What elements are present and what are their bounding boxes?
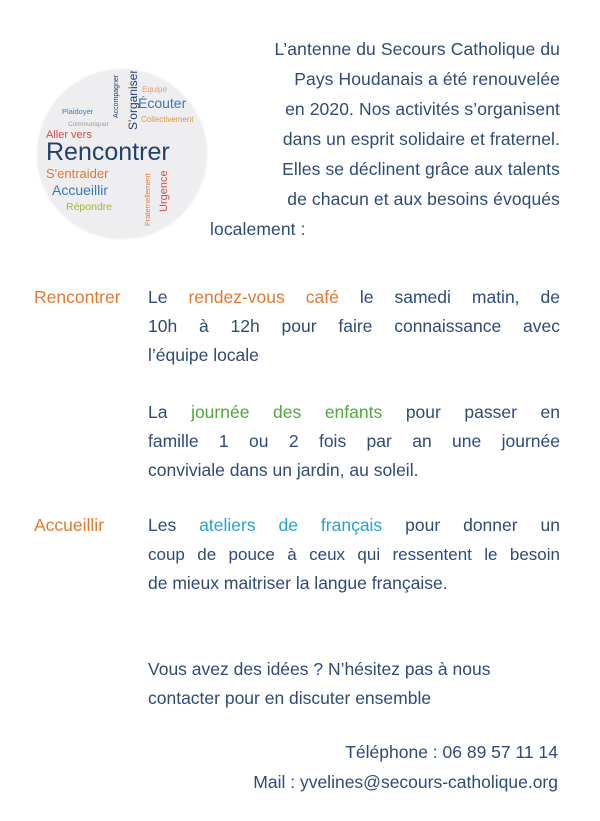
intro-line: localement : — [210, 219, 306, 239]
para-line — [148, 283, 560, 312]
word-cloud-logo — [38, 70, 206, 238]
rencontrer-cafe-paragraph — [148, 283, 560, 370]
para-line — [148, 511, 560, 540]
word-urgence: Urgence — [158, 170, 170, 212]
word-communiquer: Communiquer — [68, 121, 109, 128]
text-run: Le — [148, 287, 189, 307]
word-repondre: Répondre — [66, 201, 113, 213]
intro-paragraph — [208, 34, 560, 244]
highlight-journee-enfants: journée des enfants — [191, 402, 383, 422]
para-line: Vous avez des idées ? N’hésitez pas à nous — [148, 659, 491, 679]
section-label-accueillir: Accueillir — [34, 515, 105, 535]
para-line: de mieux maitriser la langue française. — [148, 573, 448, 593]
word-sentraider: S'entraider — [46, 166, 109, 181]
intro-line: en 2020. Nos activités s’organisent — [285, 99, 560, 119]
para-line: conviviale dans un jardin, au soleil. — [148, 460, 419, 480]
closing-paragraph — [148, 655, 560, 713]
word-aller-vers: Aller vers — [46, 129, 92, 141]
para-line: famille 1 ou 2 fois par an une journée — [148, 431, 560, 451]
text-run: La — [148, 402, 192, 422]
para-line: coup de pouce à ceux qui ressentent le besoin — [148, 545, 560, 564]
text-run: Les — [148, 515, 200, 535]
intro-line: de chacun et aux besoins évoqués — [287, 189, 560, 209]
intro-line: Pays Houdanais a été renouvelée — [294, 69, 560, 89]
para-line: l’équipe locale — [148, 345, 259, 365]
para-line: 10h à 12h pour faire connaissance avec — [148, 316, 560, 336]
word-collectivement: Collectivement — [141, 115, 194, 124]
contact-mail: Mail : yvelines@secours-catholique.org — [253, 772, 558, 792]
intro-line: Elles se déclinent grâce aux talents — [282, 159, 560, 179]
word-accueillir: Accueillir — [52, 182, 109, 198]
text-run: pour passer en — [382, 402, 561, 422]
rencontrer-enfants-paragraph — [148, 398, 560, 485]
text-run: le samedi matin, de — [338, 287, 561, 307]
word-plaidoyer: Plaidoyer — [62, 107, 94, 116]
para-line: contacter pour en discuter ensemble — [148, 688, 432, 708]
word-accompagner: Accompagner — [113, 74, 120, 118]
word-cloud-graphic — [38, 70, 206, 238]
accueillir-ateliers-paragraph — [148, 511, 560, 598]
section-label-rencontrer: Rencontrer — [34, 287, 121, 307]
word-sorganiser: S'organiser — [126, 70, 140, 130]
highlight-ateliers-francais: ateliers de français — [199, 515, 383, 535]
intro-line: dans un esprit solidaire et fraternel. — [282, 129, 560, 149]
text-run: pour donner un — [382, 515, 560, 535]
contact-phone: Téléphone : 06 89 57 11 14 — [345, 742, 558, 762]
word-fraternellement: Fraternellement — [143, 173, 152, 226]
word-equipe: Equipe — [142, 85, 167, 94]
para-line — [148, 398, 560, 427]
highlight-rendez-vous-cafe: rendez-vous café — [188, 287, 339, 307]
word-ecouter: Écouter — [138, 95, 187, 111]
word-rencontrer: Rencontrer — [46, 138, 170, 166]
intro-line: L’antenne du Secours Catholique du — [274, 39, 560, 59]
